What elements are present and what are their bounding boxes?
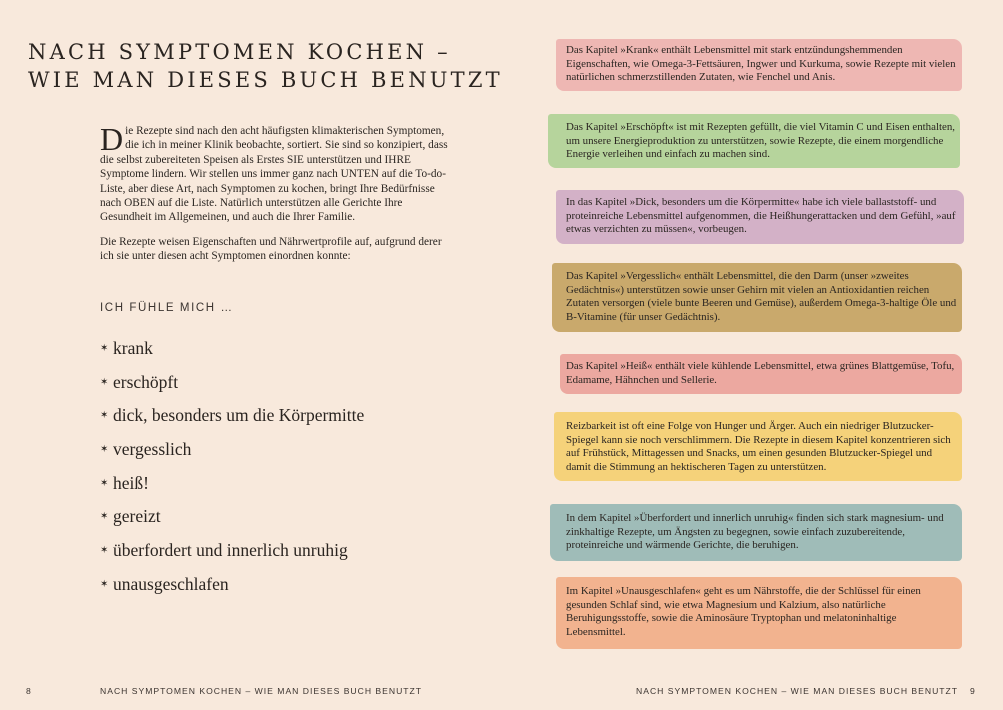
symptom-label: krank xyxy=(113,338,153,358)
chapter-box-heiss xyxy=(566,360,958,387)
symptom-item xyxy=(100,471,364,505)
intro-paragraph-2: Die Rezepte weisen Eigenschaften und Nährwertprofile auf, aufgrund derer ich sie unter diesen acht Symptomen einordnen konnte: xyxy=(100,235,442,263)
drop-cap: D xyxy=(100,121,124,157)
symptom-label: unausgeschlafen xyxy=(113,573,229,594)
chapter-box-text: Reizbarkeit ist oft eine Folge von Hunger und Ärger. Auch ein niedriger Blutzucker-Spiegel kann sie noch verschlimmern. Die Rezepte in diesem Kapitel konzentrieren sich auf Frühstück, Mittagessen und Snacks, um einen gesunden Blutzucker-Spiegel und damit die Stimmung an hektischeren Tagen zu unterstützen. xyxy=(566,420,951,473)
star-bullet-icon: ✶ xyxy=(100,578,109,590)
intro-paragraph-1 xyxy=(100,121,452,225)
symptom-label: erschöpft xyxy=(113,371,179,392)
symptom-item xyxy=(100,403,364,437)
chapter-box-ueberfordert xyxy=(566,512,958,553)
star-bullet-icon: ✶ xyxy=(100,444,109,456)
page-title-line-2: WIE MAN DIESES BUCH BENUTZT xyxy=(28,68,503,92)
star-bullet-icon: ✶ xyxy=(100,511,109,523)
star-bullet-icon: ✶ xyxy=(100,410,109,422)
running-head-right: NACH SYMPTOMEN KOCHEN – WIE MAN DIESES BUCH BENUTZT xyxy=(636,686,959,696)
chapter-box-vergesslich xyxy=(566,270,958,324)
symptom-label: gereizt xyxy=(113,506,161,527)
chapter-box-text: Das Kapitel »Vergesslich« enthält Lebensmittel, die den Darm (unser »zweites Gedächtnis«) unterstützen sowie unser Gehirn mit vielen an Antioxidantien reichen Zutaten versorgen (viele bunte Beeren und Gemüse), außerdem Omega-3-haltige Öle und B-Vitamine (für unser Gedächtnis). xyxy=(566,270,957,323)
symptom-label: vergesslich xyxy=(113,439,192,460)
running-head-left: NACH SYMPTOMEN KOCHEN – WIE MAN DIESES BUCH BENUTZT xyxy=(100,686,423,696)
intro-paragraph-1-text: ie Rezepte sind nach den acht häufigsten klimakterischen Symptomen, die ich in meiner Klinik beobachte, sortiert. Sie sind so konzipiert, dass die selbst zubereiteten Speisen als Erstes SIE unterstützen und IHRE Symptome lindern. Wir stellen uns immer ganz nach UNTEN auf die To-do-Liste, aber diese Art, nach Symptomen zu kochen, bringt Ihre Bedürfnisse nach OBEN auf die Liste. Natürlich unterstützen alle Gerichte Ihre Gesundheit im Allgemeinen, und auch die Ihrer Familie. xyxy=(100,125,448,224)
chapter-box-erschoepft xyxy=(566,121,958,162)
star-bullet-icon: ✶ xyxy=(100,376,109,388)
symptom-item xyxy=(100,572,364,606)
chapter-box-text: In das Kapitel »Dick, besonders um die Körpermitte« habe ich viele ballaststoff- und proteinreiche Lebensmittel aufgenommen, die Heißhungerattacken und dem Gefühl, »auf etwas verzichten zu müssen«, vorbeugen. xyxy=(566,196,956,236)
chapter-box-text: Das Kapitel »Krank« enthält Lebensmittel mit stark entzündungshemmenden Eigenschaften, wie Omega-3-Fettsäuren, Ingwer und Kurkuma, sowie Rezepte mit vielen natürlichen schmerzstillenden Zutaten, wie Fenchel und Anis. xyxy=(566,44,956,84)
symptom-item xyxy=(100,336,364,370)
chapter-box-krank xyxy=(566,44,958,85)
chapter-box-text: Das Kapitel »Heiß« enthält viele kühlende Lebensmittel, etwa grünes Blattgemüse, Tofu, Edamame, Hähnchen und Sellerie. xyxy=(566,360,955,386)
symptom-item xyxy=(100,504,364,538)
feel-heading: ICH FÜHLE MICH … xyxy=(100,302,234,314)
chapter-box-text: Das Kapitel »Erschöpft« ist mit Rezepten gefüllt, die viel Vitamin C und Eisen enthalten, um unsere Energieproduktion zu unterstützen, sowie Rezepte, die einem morgendliche Energie verleihen und einfach zu machen sind. xyxy=(566,121,956,161)
star-bullet-icon: ✶ xyxy=(100,545,109,557)
page-title xyxy=(28,38,503,94)
chapter-box-text: Im Kapitel »Unausgeschlafen« geht es um Nährstoffe, die der Schlüssel für einen gesunden Schlaf sind, wie etwa Magnesium und Kalzium, also natürliche Beruhigungsstoffe, sowie die Aminosäure Tryptophan und melatoninhaltige Lebensmittel. xyxy=(566,585,921,638)
page-number-right: 9 xyxy=(970,686,976,696)
page-number-left: 8 xyxy=(26,686,32,696)
intro-text xyxy=(100,121,452,274)
symptom-item xyxy=(100,538,364,572)
chapter-box-dick xyxy=(566,196,958,237)
chapter-box-text: In dem Kapitel »Überfordert und innerlich unruhig« finden sich stark magnesium- und zinkhaltige Rezepte, um Ängsten zu begegnen, sowie einfach zuzubereitende, proteinreiche und wärmende Gerichte, die beruhigen. xyxy=(566,512,944,552)
chapter-box-unausgeschlafen xyxy=(566,585,958,639)
symptom-label: überfordert und innerlich unruhig xyxy=(113,540,348,561)
symptom-label: dick, besonders um die Körpermitte xyxy=(113,405,365,426)
star-bullet-icon: ✶ xyxy=(100,477,109,489)
symptom-item xyxy=(100,437,364,471)
chapter-box-gereizt xyxy=(566,420,958,474)
page-title-line-1: NACH SYMPTOMEN KOCHEN – xyxy=(28,40,451,64)
star-bullet-icon: ✶ xyxy=(100,343,109,354)
symptom-item xyxy=(100,370,364,404)
symptom-list xyxy=(100,336,364,606)
symptom-label: heiß! xyxy=(113,472,149,493)
